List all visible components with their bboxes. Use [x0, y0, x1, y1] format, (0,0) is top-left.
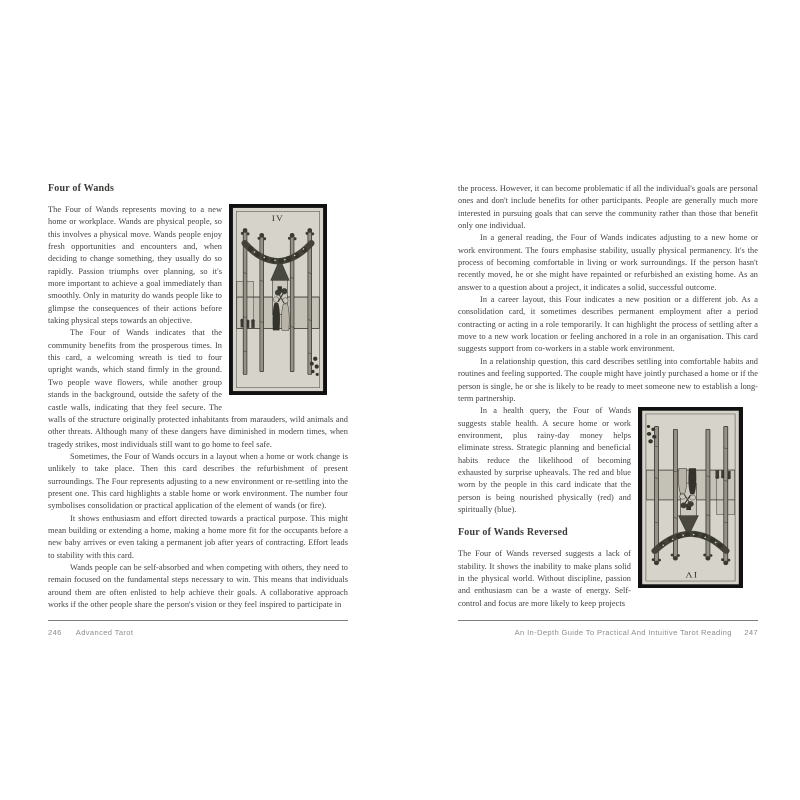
tarot-card-upright-art [229, 204, 327, 395]
right-page-body [458, 183, 758, 610]
paragraph: The Four of Wands reversed suggests a lack of stability. It shows the inability to make plans solid in the physical world. Without discipline, passion and enthusiasm can be a waste of energy. Self-control and focus are more likely to keep projects [458, 549, 631, 608]
page-left [48, 183, 348, 653]
paragraph: The Four of Wands represents moving to a new home or workplace. Wands are physical people, so this involves a physical move. Wands people enjoy fresh opportunities and encounters and, when deciding to change something, they usually do so rapidly. Passion triumphs over planning, so it's more important to achieve a goal immediately than smoothly. Only in maturity do wands people like to glimpse the consequences of their actions before taking physical steps towards an objective. [48, 205, 222, 326]
footer-rule [458, 620, 758, 621]
paragraph: Wands people can be self-absorbed and when competing with others, they need to remain focused on the fundamental steps necessary to win. This means that individuals around them are often enlisted to help achieve their goals. A collaborative approach works if the other people share the person's vision or they feel inspired to participate in [48, 562, 348, 609]
paragraph: In a general reading, the Four of Wands indicates adjusting to a new home or work environment. The fours emphasise stability, usually physical permanency. It's the process of becoming comfortable in living or work surroundings. If the person hasn't recently moved, he or she might have repainted or refurbished an existing home. As an answer to a question about a project, it indicates a solid, successful outcome. [458, 233, 758, 292]
book-title: Advanced Tarot [75, 628, 134, 637]
paragraph: In a relationship question, this card describes settling into comfortable habits and routines and feeling supported. The couple might have jointly purchased a home or if the person is single, he or she is likely to be ready to meet someone new to establish a long-term partnership. [458, 356, 758, 403]
footer-rule [48, 620, 348, 621]
left-page-footer [48, 620, 348, 637]
page-number: 247 [744, 628, 758, 637]
paragraph: In a career layout, this Four indicates a new position or a different job. As a consolidation card, it sometimes describes permanent employment after a period contracting or acting in a role temporarily. It can highlight the process of settling after a move to a new work location or feeling anchored in a role in an organisation. This card suggests support from co-workers in a stable work environment. [458, 295, 758, 354]
page-title: Four of Wands [48, 183, 115, 194]
paragraph: Sometimes, the Four of Wands occurs in a layout when a home or work change is unlikely to take place. Then this card describes the refurbishment of present surroundings. The Four represents adjusting to a new environment or re-settling into the present one. This card highlights a stable home or work environment. The number four symbolises consolidation or practical application of the element of wands (or fire). [48, 451, 348, 511]
guide-title: An In-Depth Guide To Practical And Intuitive Tarot Reading [514, 628, 732, 637]
four-of-wands-reversed-card-image [638, 407, 743, 588]
right-page-footer [458, 620, 758, 637]
reversed-section-heading: Four of Wands Reversed [458, 527, 568, 539]
tarot-card-reversed-art [638, 407, 743, 588]
paragraph: The Four of Wands indicates that the community benefits from the prosperous times. In this card, a welcoming wreath is tied to four upright wands, which stand firmly in the ground. Two people wave flowers, while another group stands in the background, outside the safety of the castle walls, indicating that they feel secure. The walls of the structure originally protected inhabitants from marauders, wild animals and other threats. Although many of these dangers have diminished in modern times, when tragedy strikes, most individuals still want to go home to feel safe. [48, 328, 348, 449]
paragraph: In a health query, the Four of Wands suggests stable health. A secure home or work environment, plus rainy-day money helps eliminate stress. Strategic planning and beneficial habits reduce the likelihood of becoming exhausted by surprise upheavals. The red and blue worn by the people in this card indicate that the person is being nourished physically (red) and spiritually (blue). [458, 406, 631, 514]
paragraph: It shows enthusiasm and effort directed towards a practical purpose. This might mean building or extending a home, making a home more fit for the occupants before a new baby arrives or even taking a permanent job after years of contracting. Effort leads to stability with this card. [48, 513, 348, 560]
left-page-body [48, 204, 348, 611]
page-right [458, 183, 758, 653]
paragraph: the process. However, it can become problematic if all the individual's goals are personal ones and don't include benefits for other participants. People are generally much more interested in pursuing goals that can serve the community rather than those that benefit only one individual. [458, 184, 758, 231]
four-of-wands-card-image [229, 204, 327, 395]
page-number: 246 [48, 628, 62, 637]
